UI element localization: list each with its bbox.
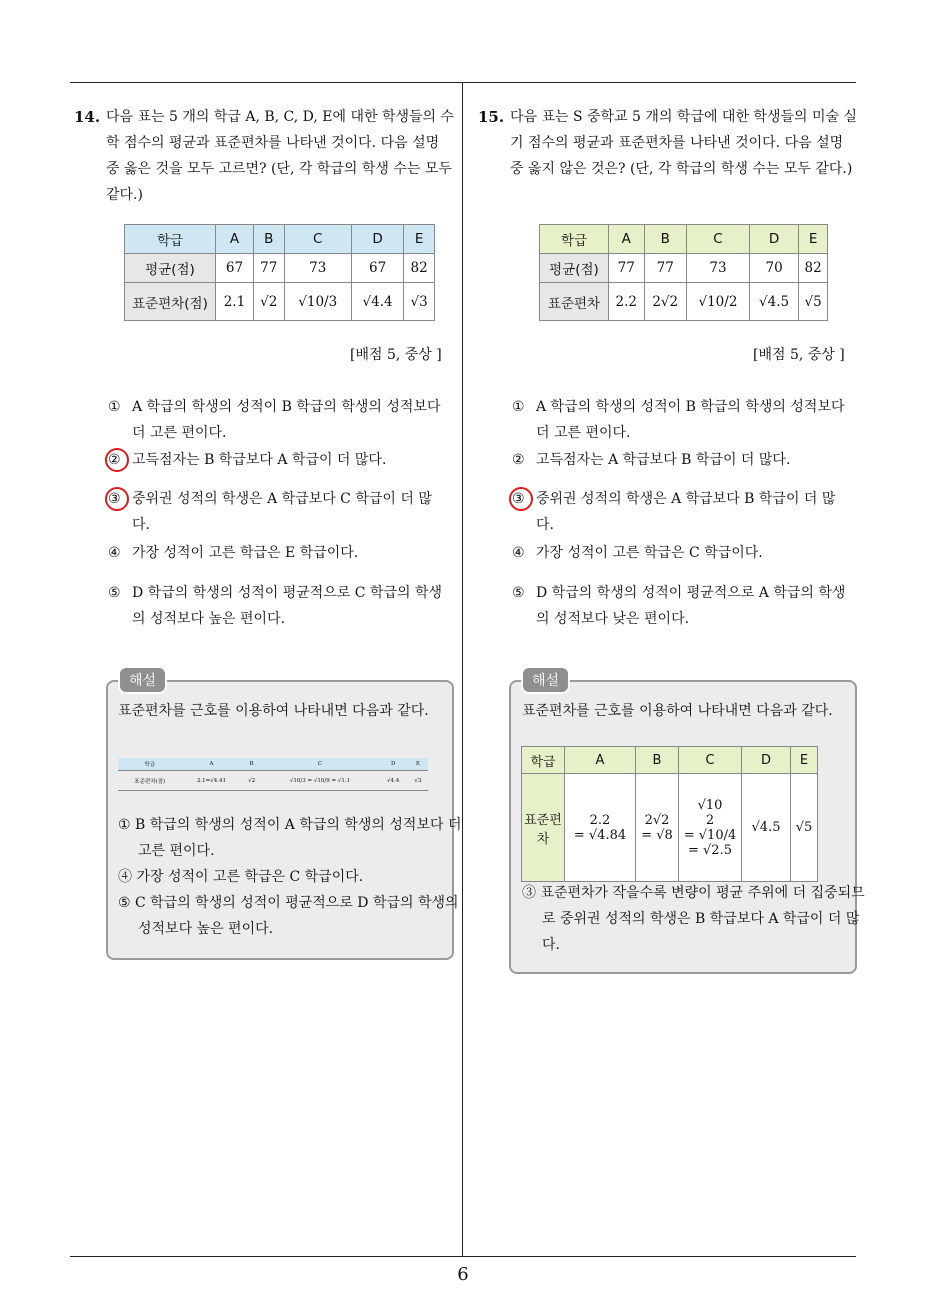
option-5[interactable] [512, 580, 852, 632]
q14-data-table [124, 224, 435, 321]
question-number: 15. [478, 108, 505, 126]
sd-cell: √3 [404, 283, 435, 321]
header-d: D [750, 225, 799, 254]
solution-point: ④ 가장 성적이 고른 학급은 C 학급이다. [118, 869, 364, 885]
mean-cell: 77 [644, 254, 686, 283]
mean-cell: 77 [253, 254, 284, 283]
mean-cell: 67 [216, 254, 254, 283]
header-b: B [644, 225, 686, 254]
option-4[interactable] [108, 540, 448, 566]
option-2[interactable] [512, 447, 852, 473]
question-number: 14. [74, 108, 101, 126]
option-number: ③ [512, 491, 525, 507]
sd-cell: √4.5 [750, 283, 799, 321]
mini-header: D [378, 758, 408, 771]
header-class: 학급 [540, 225, 609, 254]
option-number: ② [108, 452, 121, 468]
option-number: ④ [512, 545, 525, 561]
score-info: [배점 5, 중상 ] [753, 347, 845, 363]
sol-header: A [565, 747, 636, 774]
solution-intro: 표준편차를 근호를 이용하여 나타내면 다음과 같다. [118, 703, 429, 719]
sd-cell: 2.1 [216, 283, 254, 321]
q15-data-table [539, 224, 828, 321]
top-rule [70, 82, 856, 83]
mini-cell: √2 [242, 771, 262, 791]
mini-cell: √4.4 [378, 771, 408, 791]
option-text: 중위권 성적의 학생은 A 학급보다 B 학급이 더 많다. [536, 491, 836, 533]
page-number: 6 [457, 1264, 469, 1285]
question-text: 다음 표는 5 개의 학급 A, B, C, D, E에 대한 학생들의 수학 점수의 평균과 표준편차를 나타낸 것이다. 다음 설명 중 옳은 것을 모두 고르면? (단, 각 학급의 학생 수는 모두 같다.) [106, 109, 455, 203]
header-c: C [686, 225, 749, 254]
solution-point: ⑤ C 학급의 학생의 성적이 평균적으로 D 학급의 학생의 성적보다 높은 편이다. [118, 895, 459, 937]
sd-cell: √10/2 [686, 283, 749, 321]
option-1[interactable] [108, 394, 448, 446]
option-text: A 학급의 학생의 성적이 B 학급의 학생의 성적보다 더 고른 편이다. [536, 399, 845, 441]
question-text: 다음 표는 S 중학교 5 개의 학급에 대한 학생들의 미술 실기 점수의 평균과 표준편차를 나타낸 것이다. 다음 설명 중 옳지 않은 것은? (단, 각 학급의 학생 수는 모두 같다.) [510, 109, 858, 177]
option-text: 중위권 성적의 학생은 A 학급보다 C 학급이 더 많다. [132, 491, 432, 533]
mini-header: C [262, 758, 379, 771]
sol-header: C [679, 747, 742, 774]
solution-tag: 해설 [118, 666, 167, 694]
sd-cell: 2.2 [609, 283, 645, 321]
sd-label: 표준편차 [522, 774, 565, 882]
header-a: A [216, 225, 254, 254]
option-text: 가장 성적이 고른 학급은 E 학급이다. [132, 545, 359, 561]
header-e: E [404, 225, 435, 254]
sd-label: 표준편차(점) [125, 283, 216, 321]
mean-cell: 77 [609, 254, 645, 283]
answer-mark-circle [509, 487, 533, 511]
question-14 [74, 104, 459, 208]
mean-cell: 73 [284, 254, 351, 283]
option-text: 고득점자는 B 학급보다 A 학급이 더 많다. [132, 452, 387, 468]
option-text: 고득점자는 A 학급보다 B 학급이 더 많다. [536, 452, 791, 468]
score-info: [배점 5, 중상 ] [350, 347, 442, 363]
option-number: ① [512, 399, 525, 415]
sol-cell-d: √4.5 [742, 774, 791, 882]
option-text: D 학급의 학생의 성적이 평균적으로 A 학급의 학생의 성적보다 낮은 편이다. [536, 585, 846, 627]
sol-header: E [791, 747, 818, 774]
header-a: A [609, 225, 645, 254]
header-b: B [253, 225, 284, 254]
option-number: ⑤ [108, 585, 121, 601]
sol-header: D [742, 747, 791, 774]
option-3[interactable] [512, 486, 852, 538]
mean-label: 평균(점) [540, 254, 609, 283]
option-4[interactable] [512, 540, 852, 566]
bottom-rule [70, 1256, 856, 1257]
mini-cell: 2.1=√4.41 [181, 771, 241, 791]
sd-cell: √10/3 [284, 283, 351, 321]
mini-header: B [242, 758, 262, 771]
option-number: ④ [108, 545, 121, 561]
mini-cell: √10/3 = √10/9 = √1.1 [262, 771, 379, 791]
mini-header: 학급 [118, 758, 181, 771]
option-number: ③ [108, 491, 121, 507]
header-e: E [799, 225, 828, 254]
sol-cell-c: √10 2 = √10/4 = √2.5 [679, 774, 742, 882]
sol-header: B [636, 747, 679, 774]
option-1[interactable] [512, 394, 852, 446]
mini-cell: 표준편차(점) [118, 771, 181, 791]
answer-mark-circle [105, 487, 129, 511]
solution-tag: 해설 [521, 666, 570, 694]
mini-header: E [408, 758, 428, 771]
option-5[interactable] [108, 580, 448, 632]
mini-cell: √3 [408, 771, 428, 791]
sd-cell: √5 [799, 283, 828, 321]
mini-header: A [181, 758, 241, 771]
header-c: C [284, 225, 351, 254]
sol-cell-a: 2.2 = √4.84 [565, 774, 636, 882]
mean-cell: 82 [404, 254, 435, 283]
option-text: 가장 성적이 고른 학급은 C 학급이다. [536, 545, 763, 561]
header-class: 학급 [125, 225, 216, 254]
solution-intro: 표준편차를 근호를 이용하여 나타내면 다음과 같다. [522, 703, 833, 719]
sol-header: 학급 [522, 747, 565, 774]
option-number: ⑤ [512, 585, 525, 601]
option-text: A 학급의 학생의 성적이 B 학급의 학생의 성적보다 더 고른 편이다. [132, 399, 441, 441]
column-divider [462, 82, 463, 1256]
sd-label: 표준편차 [540, 283, 609, 321]
mean-cell: 82 [799, 254, 828, 283]
option-2[interactable] [108, 447, 448, 473]
mean-cell: 67 [351, 254, 403, 283]
option-number: ① [108, 399, 121, 415]
sd-cell: √2 [253, 283, 284, 321]
solution-point: ③ 표준편차가 작을수록 변량이 평균 주위에 더 집중되므로 중위권 성적의 학생은 B 학급보다 A 학급이 더 많다. [522, 885, 865, 953]
mean-cell: 73 [686, 254, 749, 283]
option-number: ② [512, 452, 525, 468]
mean-label: 평균(점) [125, 254, 216, 283]
solution-table [521, 746, 818, 882]
sol-cell-e: √5 [791, 774, 818, 882]
sd-cell: 2√2 [644, 283, 686, 321]
mean-cell: 70 [750, 254, 799, 283]
option-text: D 학급의 학생의 성적이 평균적으로 C 학급의 학생의 성적보다 높은 편이다. [132, 585, 443, 627]
answer-mark-circle [105, 448, 129, 472]
solution-point: ① B 학급의 학생의 성적이 A 학급의 학생의 성적보다 더 고른 편이다. [118, 817, 462, 859]
header-d: D [351, 225, 403, 254]
question-15 [478, 104, 863, 182]
option-3[interactable] [108, 486, 448, 538]
sol-cell-b: 2√2 = √8 [636, 774, 679, 882]
solution-mini-table [118, 758, 428, 791]
sd-cell: √4.4 [351, 283, 403, 321]
